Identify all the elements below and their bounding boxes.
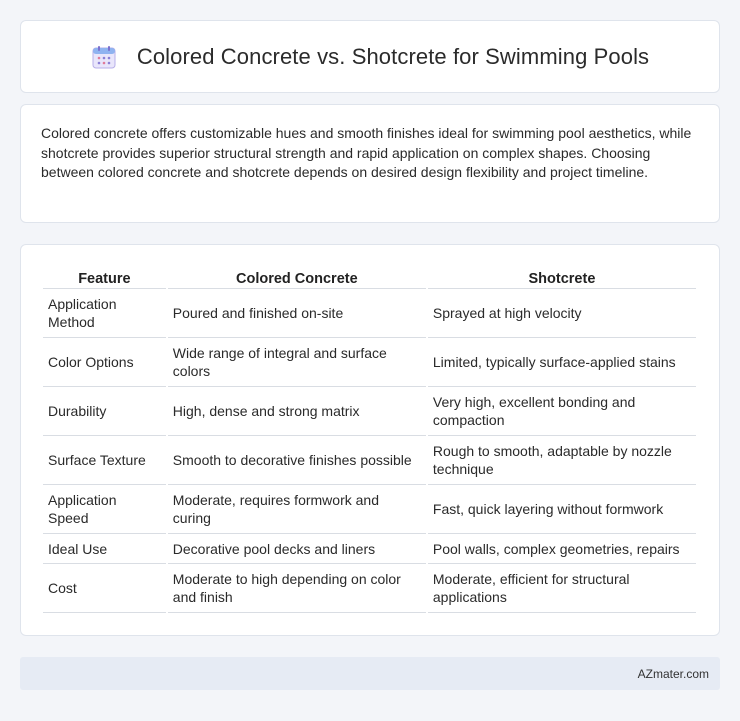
shotcrete-cell: Rough to smooth, adaptable by nozzle technique — [428, 436, 696, 485]
colored-concrete-cell: Poured and finished on-site — [168, 289, 426, 338]
table-row — [43, 534, 696, 564]
shotcrete-cell: Limited, typically surface-applied stains — [428, 338, 696, 387]
table-row — [43, 338, 696, 387]
table-row — [43, 289, 696, 338]
feature-cell: Color Options — [43, 338, 166, 387]
title-card — [20, 20, 720, 93]
header-shotcrete: Shotcrete — [428, 265, 696, 289]
shotcrete-cell: Moderate, efficient for structural applications — [428, 564, 696, 613]
shotcrete-cell: Very high, excellent bonding and compaction — [428, 387, 696, 436]
intro-text: Colored concrete offers customizable hues and smooth finishes ideal for swimming pool aesthetics, while shotcrete provides superior structural strength and rapid application on complex shapes. Choosing between colored concrete and shotcrete depends on desired design flexibility and project timeline. — [41, 125, 692, 180]
shotcrete-cell: Sprayed at high velocity — [428, 289, 696, 338]
table-row — [43, 485, 696, 534]
colored-concrete-cell: Moderate to high depending on color and finish — [168, 564, 426, 613]
colored-concrete-cell: Smooth to decorative finishes possible — [168, 436, 426, 485]
shotcrete-cell: Pool walls, complex geometries, repairs — [428, 534, 696, 564]
table-row — [43, 436, 696, 485]
feature-cell: Application Speed — [43, 485, 166, 534]
shotcrete-cell: Fast, quick layering without formwork — [428, 485, 696, 534]
header-feature: Feature — [43, 265, 166, 289]
feature-cell: Cost — [43, 564, 166, 613]
calendar-icon — [91, 44, 117, 70]
feature-cell: Surface Texture — [43, 436, 166, 485]
footer-brand[interactable]: AZmater.com — [637, 667, 709, 681]
footer-bar — [20, 657, 720, 690]
colored-concrete-cell: Moderate, requires formwork and curing — [168, 485, 426, 534]
colored-concrete-cell: High, dense and strong matrix — [168, 387, 426, 436]
comparison-card — [20, 244, 720, 636]
intro-card — [20, 104, 720, 223]
page-title: Colored Concrete vs. Shotcrete for Swimming Pools — [136, 43, 650, 69]
comparison-table — [41, 265, 698, 613]
table-row — [43, 564, 696, 613]
header-colored-concrete: Colored Concrete — [168, 265, 426, 289]
colored-concrete-cell: Wide range of integral and surface colors — [168, 338, 426, 387]
table-row — [43, 387, 696, 436]
feature-cell: Durability — [43, 387, 166, 436]
colored-concrete-cell: Decorative pool decks and liners — [168, 534, 426, 564]
feature-cell: Ideal Use — [43, 534, 166, 564]
feature-cell: Application Method — [43, 289, 166, 338]
table-header-row — [43, 265, 696, 289]
